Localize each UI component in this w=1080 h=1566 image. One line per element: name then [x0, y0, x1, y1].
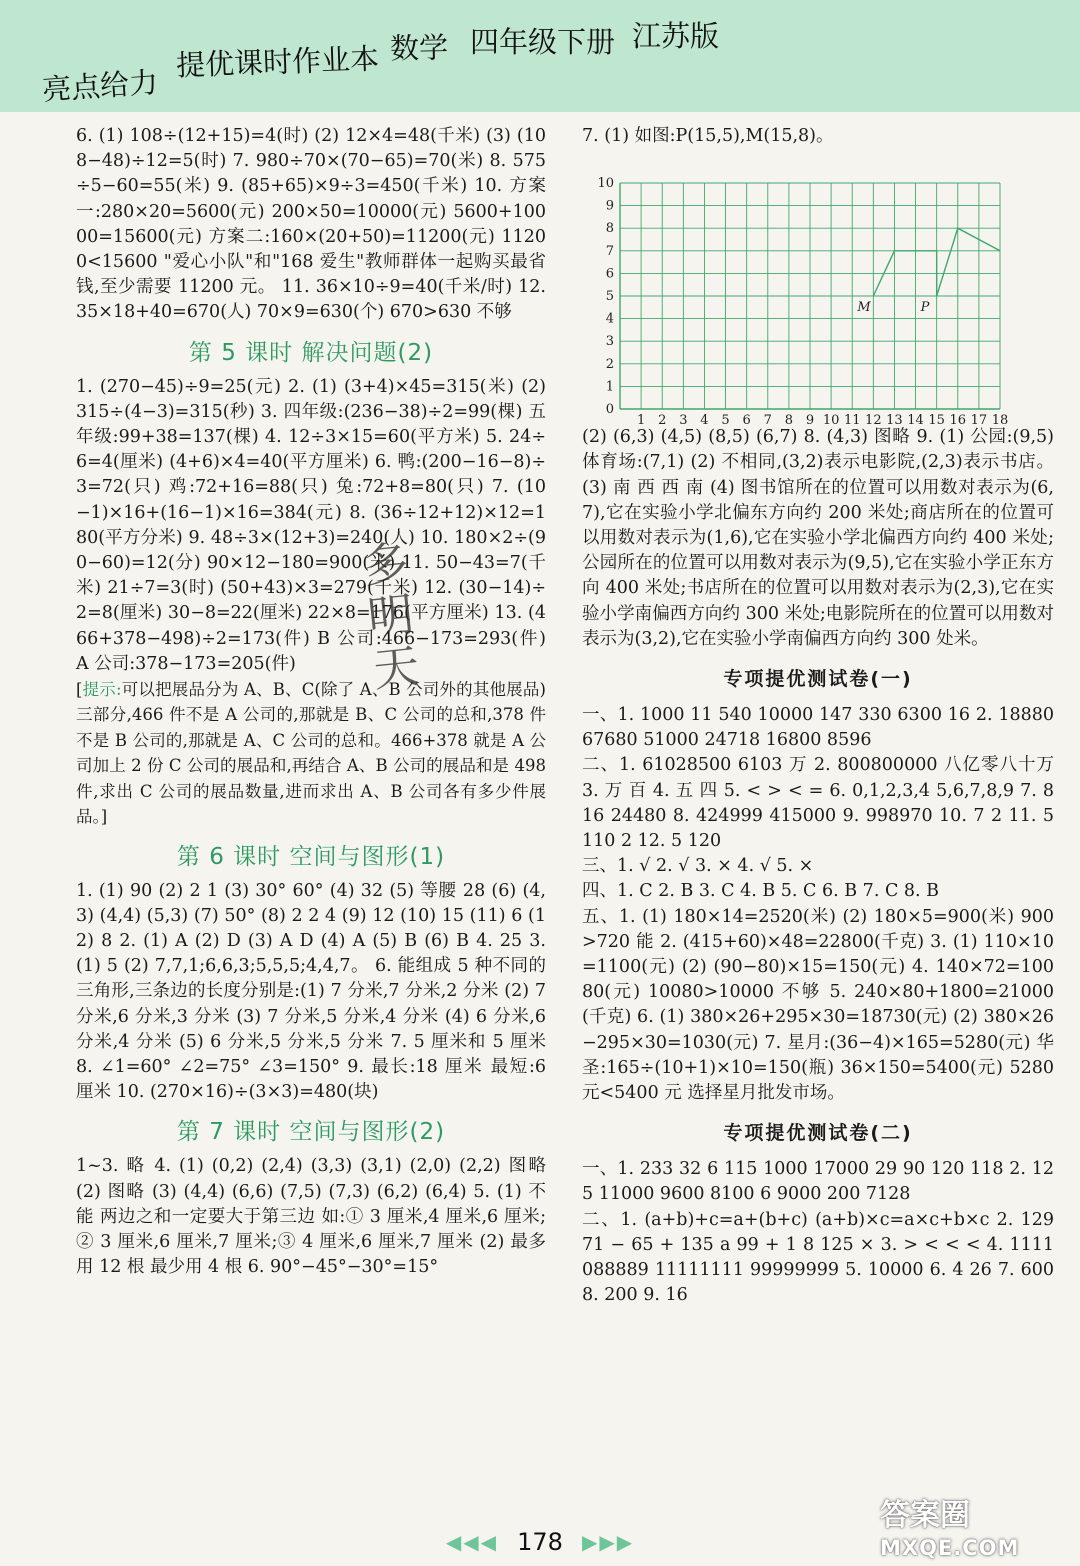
y-tick-label: 10 [597, 176, 614, 192]
answer-q7-intro: 7. (1) 如图:P(15,5),M(15,8)。 [582, 126, 834, 146]
grade-title: 四年级下册 [470, 25, 616, 59]
hint-open-bracket: [ [76, 680, 83, 700]
x-tick-label: 3 [679, 413, 688, 429]
section-heading-test2: 专项提优测试卷(二) [723, 1122, 913, 1145]
test1-part2: 二、1. 61028500 6103 万 2. 800800000 八亿零八十万 3. 万 百 4. 五 四 5. < > < = 6. 0,1,2,3,4 5,6,7,8,9 7. 816 24480 8. 424999 415000 9. 998970 10. 7 2 11. 5110 2 12. 5 120 [582, 755, 1054, 852]
footer-left-arrows: ◀◀◀ [445, 1530, 498, 1554]
x-tick-label: 12 [865, 413, 882, 429]
series-title: 提优课时作业本 [175, 41, 380, 83]
y-tick-label: 7 [605, 244, 614, 260]
hint-label: 提示: [82, 680, 122, 700]
test2-part1: 一、1. 233 32 6 115 1000 17000 29 90 120 118 2. 125 11000 9600 8100 6 9000 200 7128 [582, 1159, 1054, 1205]
y-tick-label: 0 [605, 402, 614, 418]
x-tick-label: 16 [949, 413, 967, 429]
x-tick-label: 13 [886, 413, 903, 429]
x-tick-label: 18 [991, 413, 1009, 429]
header-banner [0, 0, 1080, 112]
x-tick-label: 6 [742, 413, 751, 429]
page-number: 178 [517, 1528, 563, 1556]
x-tick-label: 11 [843, 413, 861, 429]
section-heading-lesson6: 第 6 课时 空间与图形(1) [176, 843, 446, 870]
test1-part4: 四、1. C 2. B 3. C 4. B 5. C 6. B 7. C 8. B [582, 881, 940, 902]
hint-note [76, 677, 546, 829]
x-tick-label: 7 [763, 413, 772, 429]
x-tick-label: 2 [658, 413, 667, 429]
answers-lesson4-block: 6. (1) 108÷(12+15)=4(时) (2) 12×4=48(千米) (3) (108−48)÷12=5(时) 7. 980÷70×(70−65)=70(米) 8. 575÷5−60=55(米) 9. (85+65)×9÷3=450(千米) 10. 方案一:280×20=5600(元) 200×50=10000(元) 5600+10000=15600(元) 方案二:160×(20+50)=11200(元) 11200<15600 "爱心小队"和"168 爱生"教师群体一起购买最省钱,至少需要 11200 元。 11. 36×10÷9=40(千米/时) 12. 35×18+40=670(人) 70×9=630(个) 670>630 不够 [76, 126, 546, 323]
x-tick-label: 10 [822, 413, 840, 429]
x-tick-label: 1 [636, 413, 646, 429]
y-tick-label: 4 [605, 311, 614, 327]
y-tick-label: 6 [605, 266, 614, 282]
y-tick-label: 9 [605, 198, 614, 214]
handwritten-scribble: 多明天 [352, 537, 424, 699]
y-tick-label: 8 [605, 221, 614, 237]
test1-part1: 一、1. 1000 11 540 10000 147 330 6300 16 2. 18880 67680 51000 24718 16800 8596 [582, 705, 1054, 751]
coordinate-grid-svg [582, 151, 1009, 429]
edition-title: 江苏版 [632, 19, 720, 53]
y-tick-label: 1 [605, 379, 614, 395]
test1-part5: 五、1. (1) 180×14=2520(米) (2) 180×5=900(米) 900>720 能 2. (415+60)×48=22800(千克) 3. (1) 110×10=1100(元) (2) (90−80)×15=150(元) 4. 140×72=10080(元) 10080>10000 不够 5. 240×80+1800=21000(千克) 6. (1) 380×26+295×30=18730(元) (2) 380×26−295×30=1030(元) 7. 星月:(36−4)×165=5280(元) 华圣:165÷(10+1)×10=150(瓶) 36×150=5400(元) 5280 元<5400 元 选择星月批发市场。 [582, 906, 1054, 1104]
y-tick-label: 5 [605, 289, 614, 305]
y-tick-label: 3 [605, 334, 614, 350]
hint-text: 可以把展品分为 A、B、C(除了 A、B 公司外的其他展品)三部分,466 件不是 A 公司的,那就是 B、C 公司的总和,378 件不是 B 公司的,那就是 A、C 公司的总和。466+378 就是 A 公司加上 2 份 C 公司的展品和,再结合 A、B 公司的展品和是 498 件,求出 C 公司的展品数量,进而求出 A、B 公司各有多少件展品。] [76, 680, 546, 827]
answers-q7-q9-block: (2) (6,3) (4,5) (8,5) (6,7) 8. (4,3) 图略 9. (1) 公园:(9,5) 体育场:(7,1) (2) 不相同,(3,2)表示电影院,(2,3)表示书店。 (3) 南 西 西 南 (4) 图书馆所在的位置可以用数对表示为(6,7),它在实验小学北偏东方向约 200 米处;商店所在的位置可以用数对表示为(1,6),它在实验小学北偏西方向约 400 米处;公园所在的位置可以用数对表示为(9,5),它在实验小学正东方向 400 米处;书店所在的位置可以用数对表示为(2,3),它在实验小学南偏西方向约 300 米处;电影院所在的位置可以用数对表示为(3,2),它在实验小学南偏西方向约 300 处米。 [582, 427, 1054, 649]
coordinate-grid-chart [582, 151, 1009, 429]
watermark [880, 1500, 1019, 1564]
footer-right-arrows: ▶▶▶ [582, 1530, 635, 1554]
section-heading-lesson7: 第 7 课时 空间与图形(2) [176, 1119, 446, 1146]
x-tick-label: 17 [970, 413, 988, 429]
x-tick-label: 14 [907, 413, 924, 429]
point-label: P [920, 300, 930, 316]
x-tick-label: 9 [805, 413, 815, 429]
answers-lesson6-block: 1. (1) 90 (2) 2 1 (3) 30° 60° (4) 32 (5) 等腰 28 (6) (4,3) (4,4) (5,3) (7) 50° (8) 2 2 4 (9) 12 (10) 15 (11) 6 (12) 8 2. (1) A (2) D (3) A D (4) A (5) B (6) B 4. 25 3. (1) 5 (2) 7,7,1;6,6,3;5,5,5;4,4,7。 6. 能组成 5 种不同的三角形,三条边的长度分别是:(1) 7 分米,7 分米,2 分米 (2) 7 分米,6 分米,3 分米 (3) 7 分米,5 分米,4 分米 (4) 6 分米,6 分米,4 分米 (5) 6 分米,5 分米,5 分米 7. 5 厘米和 5 厘米 8. ∠1=60° ∠2=75° ∠3=150° 9. 最长:18 厘米 最短:6 厘米 10. (270×16)÷(3×3)=480(块) [76, 880, 546, 1103]
brand-title: 亮点给力 [41, 64, 160, 108]
y-tick-label: 2 [605, 357, 614, 373]
watermark-main: 答案圈 [880, 1498, 970, 1533]
right-column [582, 124, 1054, 1309]
x-tick-label: 8 [784, 413, 794, 429]
answers-lesson7-block: 1~3. 略 4. (1) (0,2) (2,4) (3,3) (3,1) (2,0) (2,2) 图略 (2) 图略 (3) (4,4) (6,6) (7,5) (7,3) (6,2) (6,4) 5. (1) 不能 两边之和一定要大于第三边 如:① 3 厘米,4 厘米,6 厘米;② 3 厘米,6 厘米,7 厘米;③ 4 厘米,6 厘米,7 厘米 (2) 最多用 12 根 最少用 4 根 6. 90°−45°−30°=15° [76, 1156, 546, 1278]
left-column [76, 124, 546, 1280]
x-tick-label: 15 [928, 413, 945, 429]
section-heading-test1: 专项提优测试卷(一) [723, 668, 913, 691]
subject-title: 数学 [389, 30, 449, 66]
test2-part2: 二、1. (a+b)+c=a+(b+c) (a+b)×c=a×c+b×c 2. 129 71 − 65 + 135 a 99 + 1 8 125 × 3. > < < < 4. 1111088889 11111111 99999999 5. 10000 6. 4 26 7. 600 8. 200 9. 16 [582, 1209, 1054, 1306]
x-tick-label: 4 [700, 413, 709, 429]
point-label: M [857, 300, 871, 316]
x-tick-label: 5 [721, 413, 730, 429]
watermark-sub: MXQE.COM [880, 1536, 1020, 1560]
answers-lesson5-block: 1. (270−45)÷9=25(元) 2. (1) (3+4)×45=315(米) (2) 315÷(4−3)=315(秒) 3. 四年级:(236−38)÷2=99(棵) 五年级:99+38=137(棵) 4. 12÷3×15=60(平方米) 5. 24÷6=4(厘米) (4+6)×4=40(平方厘米) 6. 鸭:(200−16−8)÷3=72(只) 鸡:72+16=88(只) 兔:72+8=80(只) 7. (10−1)×16+(16−1)×16=384(元) 8. (36÷12+12)×12=180(平方分米) 9. 48÷3×(12+3)=240(人) 10. 180×2÷(90−60)=12(分) 90×12−180=900(米) 11. 50−43=7(千米) 21÷7=3(时) (50+43)×3=279(千米) 12. (30−14)÷2=8(厘米) 30−8=22(厘米) 22×8=176(平方厘米) 13. (466+378−498)÷2=173(件) B 公司:466−173=293(件) A 公司:378−173=205(件) [76, 376, 546, 674]
test1-part3: 三、1. √ 2. √ 3. × 4. √ 5. × [582, 856, 814, 877]
section-heading-lesson5: 第 5 课时 解决问题(2) [188, 339, 434, 366]
